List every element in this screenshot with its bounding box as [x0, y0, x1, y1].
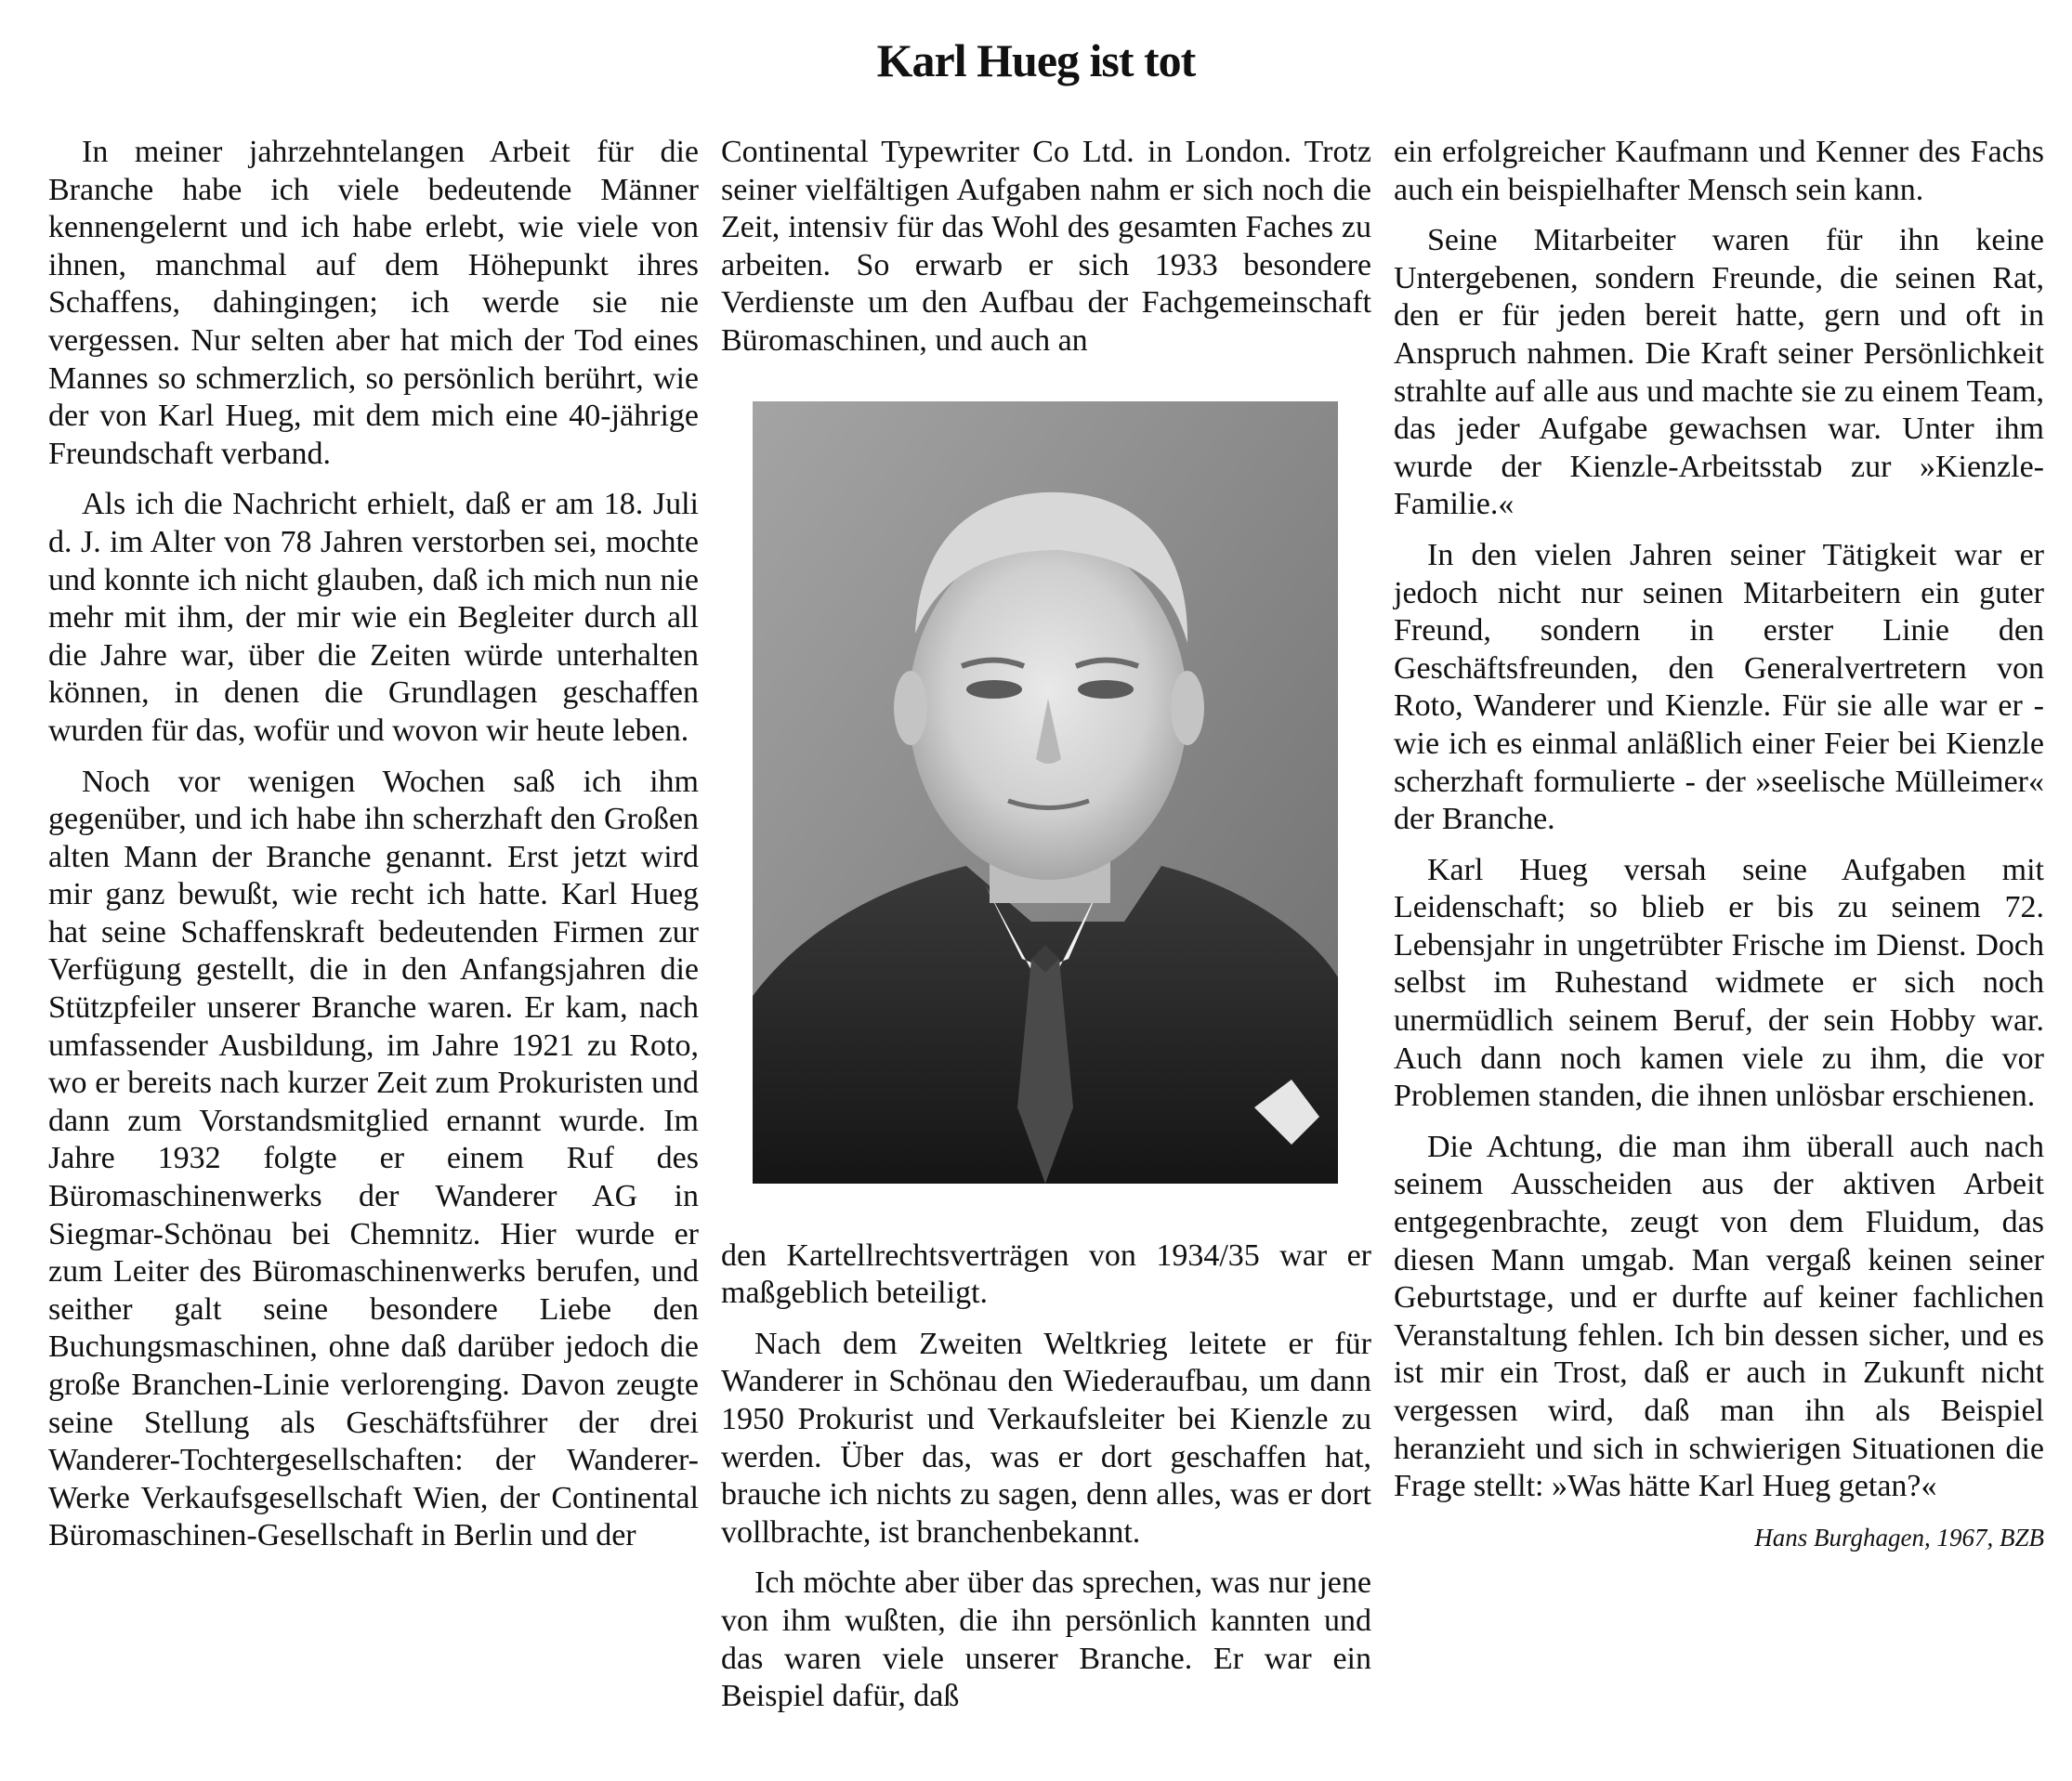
portrait-photo: [753, 401, 1338, 1184]
paragraph-continued: Continental Typewriter Co Ltd. in London. Trotz seiner vielfältigen Aufgaben nahm er sich noch die Zeit, intensiv für das Wohl des gesamten Faches zu arbeiten. So erwarb er sich 1933 besondere Verdienste um den Aufbau der Fachgemeinschaft Büromaschinen, und auch an: [721, 135, 1371, 358]
paragraph: Die Achtung, die man ihm überall auch nach seinem Ausscheiden aus der aktiven Arbeit entgegenbrachte, zeugt von dem Fluidum, das diesen Mann umgab. Man vergaß keinen seiner Geburtstage, und er durfte auf keiner fachlichen Veranstaltung fehlen. Ich bin dessen sicher, und es ist mir ein Trost, daß er auch in Zukunft nicht vergessen wird, daß man ihn als Beispiel heranzieht und sich in schwierigen Situationen die Frage stellt: »Was hätte Karl Hueg getan?«: [1394, 1129, 2044, 1504]
paragraph: Noch vor wenigen Wochen saß ich ihm gegenüber, und ich habe ihn scherzhaft den Großen alten Mann der Branche genannt. Erst jetzt wird mir ganz bewußt, wie recht ich hatte. Karl Hueg hat seine Schaffenskraft bedeutenden Firmen zur Verfügung gestellt, die in den Anfangsjahren die Stützpfeiler unserer Branche waren. Er kam, nach umfassender Ausbildung, im Jahre 1921 zu Roto, wo er bereits nach kurzer Zeit zum Prokuristen und dann zum Vorstandsmitglied ernannt wurde. Im Jahre 1932 folgte er einem Ruf des Büromaschinenwerks der Wanderer AG in Siegmar-Schönau bei Chemnitz. Hier wurde er zum Leiter des Büromaschinenwerks berufen, und seither galt seine besondere Liebe den Buchungsmaschinen, ohne daß darüber jedoch die große Branchen-Linie verlorenging. Davon zeugte seine Stellung als Geschäftsführer der drei Wanderer-Tochtergesellschaften: der Wanderer-Werke Verkaufsgesellschaft Wien, der Continental Büromaschinen-Gesellschaft in Berlin und der: [48, 764, 699, 1553]
author-signature: Hans Burghagen, 1967, BZB: [1754, 1523, 2044, 1552]
paragraph: Als ich die Nachricht erhielt, daß er am 18. Juli d. J. im Alter von 78 Jahren verstorben sei, mochte und konnte ich nicht glauben, daß ich mich nun nie mehr mit ihm, der mir wie ein Begleiter durch all die Jahre war, über die Zeiten würde unterhalten können, in denen die Grundlagen geschaffen wurden für das, wofür und wovon wir heute leben.: [48, 487, 699, 748]
text-column-3: [1394, 134, 2044, 1556]
paragraph: Ich möchte aber über das sprechen, was nur jene von ihm wußten, die ihn persönlich kannten und das waren viele unserer Branche. Er war ein Beispiel dafür, daß: [721, 1565, 1371, 1714]
portrait-figure: [753, 401, 1338, 1184]
paragraph: Seine Mitarbeiter waren für ihn keine Untergebenen, sondern Freunde, die seinen Rat, den er für jeden bereit hatte, gern und oft in Anspruch nahmen. Die Kraft seiner Persönlichkeit strahlte auf alle aus und machte sie zu einem Team, das jeder Aufgabe gewachsen war. Unter ihm wurde der Kienzle-Arbeitsstab zur »Kienzle-Familie.«: [1394, 223, 2044, 522]
text-column-2: [721, 134, 1371, 1729]
paragraph: In meiner jahrzehntelangen Arbeit für die Branche habe ich viele bedeutende Männer kennengelernt und ich habe erlebt, wie viele von ihnen, manchmal auf dem Höhepunkt ihres Schaffens, dahingingen; ich werde sie nie vergessen. Nur selten aber hat mich der Tod eines Mannes so schmerzlich, so persönlich berührt, wie der von Karl Hueg, mit dem mich eine 40-jährige Freundschaft verband.: [48, 135, 699, 471]
paragraph: In den vielen Jahren seiner Tätigkeit war er jedoch nicht nur seinen Mitarbeitern ein guter Freund, sondern in erster Linie den Geschäftsfreunden, den Generalvertretern von Roto, Wanderer und Kienzle. Für sie alle war er - wie ich es einmal anläßlich einer Feier bei Kienzle scherzhaft formulierte - der »seelische Mülleimer« der Branche.: [1394, 537, 2044, 837]
paragraph-continued: ein erfolgreicher Kaufmann und Kenner des Fachs auch ein beispielhafter Mensch sein kann.: [1394, 135, 2044, 207]
paragraph-continued: den Kartellrechtsverträgen von 1934/35 war er maßgeblich beteiligt.: [721, 1238, 1371, 1311]
text-column-1: [48, 134, 699, 1568]
article-title: Karl Hueg ist tot: [876, 34, 1196, 86]
paragraph: Nach dem Zweiten Weltkrieg leitete er für Wanderer in Schönau den Wiederaufbau, um dann 1950 Prokurist und Verkaufsleiter bei Kienzle zu werden. Über das, was er dort geschaffen hat, brauche ich nichts zu sagen, denn alles, was er dort vollbrachte, ist branchenbekannt.: [721, 1326, 1371, 1550]
paragraph: Karl Hueg versah seine Aufgaben mit Leidenschaft; so blieb er bis zu seinem 72. Lebensjahr in ungetrübter Frische im Dienst. Doch selbst im Ruhestand widmete er sich noch unermüdlich seinem Beruf, der sein Hobby war. Auch dann noch kamen viele zu ihm, die vor Problemen standen, die ihnen unlösbar erschienen.: [1394, 852, 2044, 1114]
